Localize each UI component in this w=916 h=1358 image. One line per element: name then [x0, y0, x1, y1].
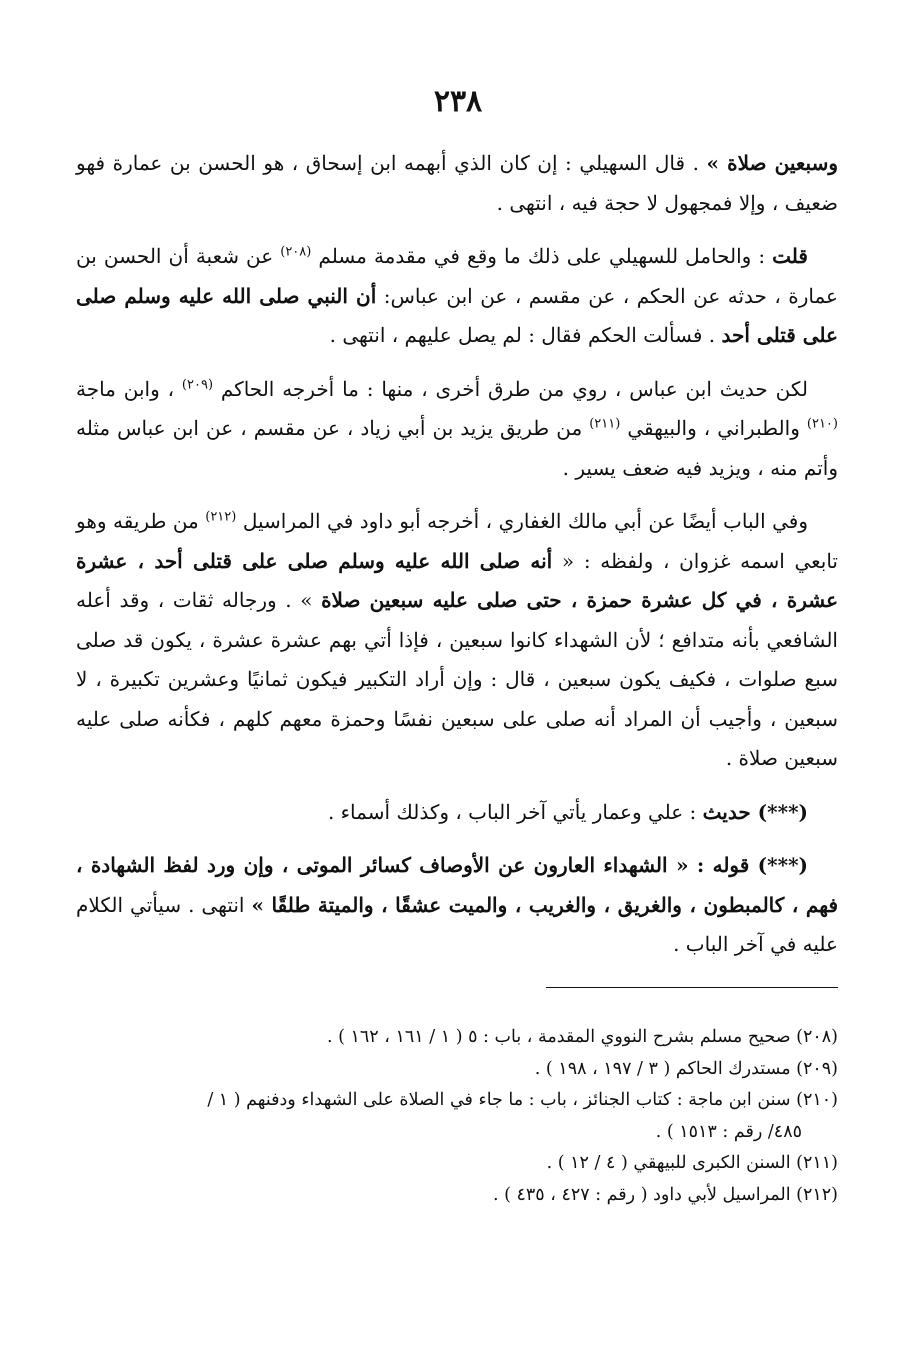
- footnote-text: (٢٠٩) مستدرك الحاكم ( ٣ / ١٩٧ ، ١٩٨ ) .: [534, 1058, 838, 1079]
- paragraph-p2: [76, 237, 838, 356]
- text-span: وفي الباب أيضًا عن أبي مالك الغفاري ، أخرجه أبو داود في المراسيل: [236, 509, 809, 533]
- text-span: . قال السهيلي : إن كان الذي أبهمه ابن إسحاق ، هو الحسن بن عمارة فهو ضعيف ، وإلا فمجهول لا حجة فيه ، انتهى .: [76, 151, 838, 215]
- bold-text: (***) قوله : « الشهداء العارون عن الأوصاف كسائر الموتى ، وإن ورد لفظ الشهادة ، فهم ، كالمبطون ، والغريق ، والغريب ، والميت عشقًا ، والميتة طلقًا »: [76, 853, 839, 917]
- bold-text: (***) حديث: [702, 799, 808, 824]
- main-text: [76, 144, 838, 979]
- bold-text: أن النبي صلى الله عليه وسلم صلى على قتلى أحد: [76, 283, 838, 347]
- footnote-text: (٢١٢) المراسيل لأبي داود ( رقم : ٤٢٧ ، ٤٣٥ ) .: [492, 1184, 838, 1205]
- bold-text: قلت: [772, 244, 808, 268]
- footnote-fn210: [76, 1085, 838, 1148]
- text-span: والطبراني ، والبيهقي: [620, 416, 807, 440]
- footnote-text: (٢١١) السنن الكبرى للبيهقي ( ٤ / ١٢ ) .: [546, 1153, 838, 1173]
- footnote-reference: (٢١٢): [205, 509, 237, 525]
- footnote-continuation: ٤٨٥/ رقم : ١٥١٣ ) .: [655, 1121, 802, 1142]
- paragraph-p3: [76, 370, 838, 489]
- footnotes: [76, 1022, 838, 1211]
- text-span: ، وابن ماجة: [76, 376, 182, 401]
- footnote-reference: (٢١٠): [806, 416, 838, 432]
- text-span: من طريقه وهو تابعي اسمه غزوان ، ولفظه : «: [76, 509, 838, 573]
- text-span: . فسألت الحكم فقال : لم يصل عليهم ، انتهى .: [329, 323, 722, 347]
- footnote-separator: [546, 987, 838, 988]
- bold-text: أنه صلى الله عليه وسلم صلى على قتلى أحد ، عشرة عشرة ، في كل عشرة حمزة ، حتى صلى عليه سبعين صلاة: [76, 548, 838, 612]
- footnote-reference: (٢١١): [589, 416, 621, 432]
- footnote-reference: (٢٠٨): [280, 244, 312, 260]
- footnote-reference: (٢٠٩): [181, 376, 214, 392]
- footnote-fn211: [76, 1148, 838, 1180]
- text-span: عن شعبة أن الحسن بن عمارة ، حدثه عن الحكم ، عن مقسم ، عن ابن عباس:: [76, 244, 838, 308]
- paragraph-p1: [76, 144, 838, 223]
- text-span: : والحامل للسهيلي على ذلك ما وقع في مقدمة مسلم: [311, 244, 773, 268]
- footnote-fn209: [76, 1054, 838, 1086]
- footnote-fn212: [76, 1180, 838, 1212]
- paragraph-p6: [76, 846, 838, 965]
- text-span: من طريق يزيد بن أبي زياد ، عن مقسم ، عن ابن عباس مثله وأتم منه ، ويزيد فيه ضعف يسير .: [76, 416, 838, 480]
- text-span: انتهى . سيأتي الكلام عليه في آخر الباب .: [76, 892, 838, 956]
- paragraph-p5: [76, 793, 838, 833]
- paragraph-p4: [76, 502, 838, 779]
- text-span: لكن حديث ابن عباس ، روي من طرق أخرى ، منها : ما أخرجه الحاكم: [213, 376, 808, 401]
- footnote-text: (٢١٠) سنن ابن ماجة : كتاب الجنائز ، باب : ما جاء في الصلاة على الشهداء ودفنهم ( ١ /: [207, 1090, 838, 1110]
- text-span: » . ورجاله ثقات ، وقد أعله الشافعي بأنه متدافع ؛ لأن الشهداء كانوا سبعين ، فإذا أتي بهم عشرة عشرة ، يكون قد صلى سبع صلوات ، فكيف يكون سبعين ، قال : وإن أراد التكبير فيكون ثمانيًا وعشرين تكبيرة ، لا سبعين ، وأجيب أن المراد أنه صلى على سبعين نفسًا وحمزة معهم كلهم ، فكأنه صلى عليه سبعين صلاة .: [76, 588, 838, 770]
- text-span: : علي وعمار يأتي آخر الباب ، وكذلك أسماء .: [327, 799, 703, 824]
- page-number: ٢٣٨: [433, 84, 483, 119]
- footnote-fn208: [76, 1022, 838, 1054]
- footnote-text: (٢٠٨) صحيح مسلم بشرح النووي المقدمة ، باب : ٥ ( ١ / ١٦١ ، ١٦٢ ) .: [326, 1027, 838, 1047]
- bold-text: وسبعين صلاة »: [706, 151, 838, 175]
